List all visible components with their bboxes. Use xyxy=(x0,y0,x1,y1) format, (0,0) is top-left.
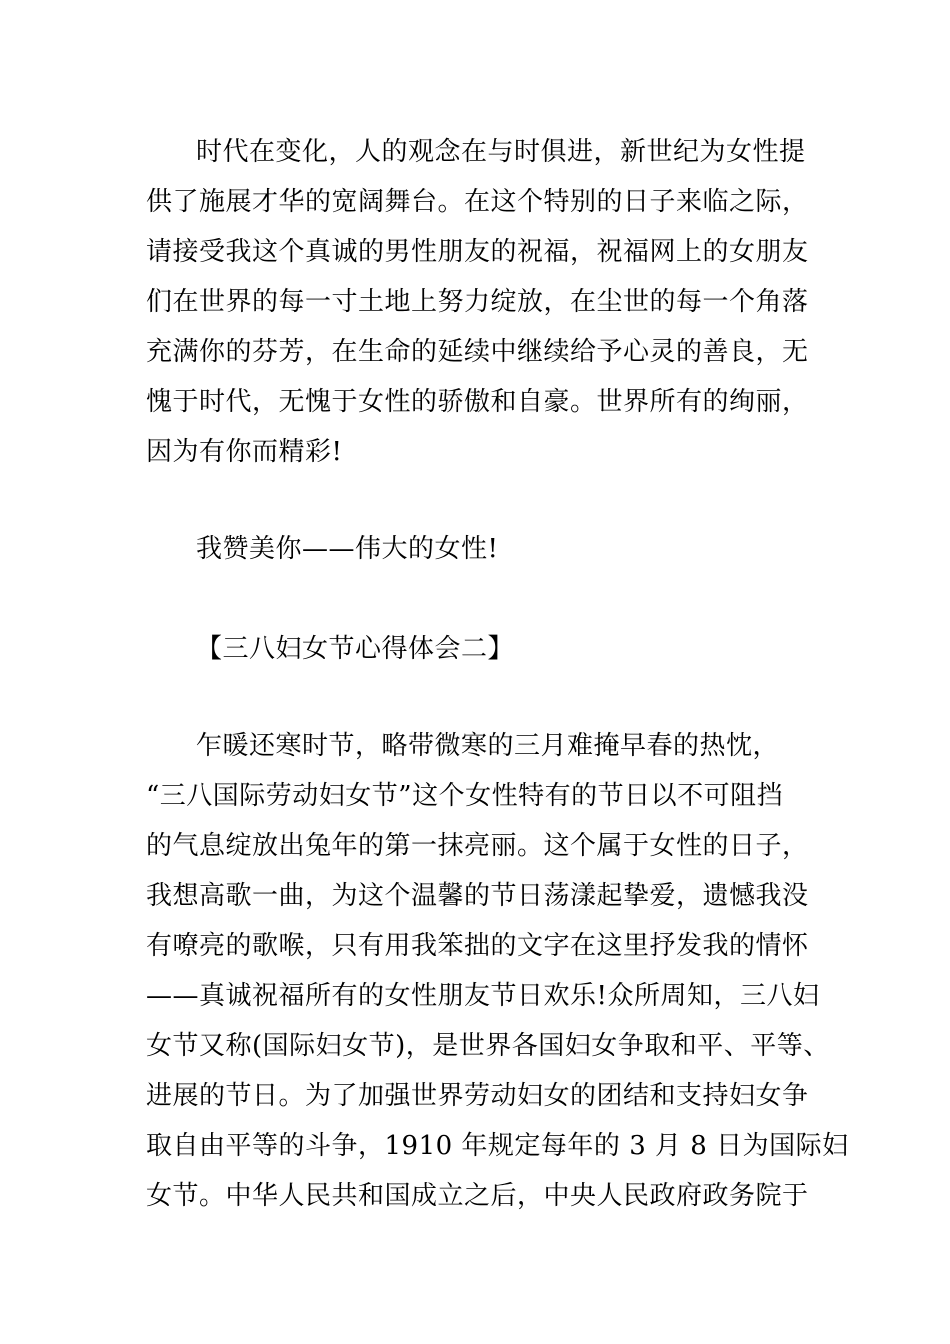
paragraph-line: 进展的节日。为了加强世界劳动妇女的团结和支持妇女争 xyxy=(146,1081,809,1111)
paragraph-line: ——真诚祝福所有的女性朋友节日欢乐!众所周知，三八妇 xyxy=(146,981,820,1011)
section-heading: 【三八妇女节心得体会二】 xyxy=(196,634,515,664)
paragraph-line: 愧于时代，无愧于女性的骄傲和自豪。世界所有的绚丽， xyxy=(146,387,809,417)
paragraph-line: 请接受我这个真诚的男性朋友的祝福，祝福网上的女朋友 xyxy=(146,237,809,267)
paragraph-line: 充满你的芬芳，在生命的延续中继续给予心灵的善良，无 xyxy=(146,337,809,367)
paragraph-line: 我赞美你——伟大的女性! xyxy=(196,534,499,564)
paragraph-line: 取自由平等的斗争，1910 年规定每年的 3 月 8 日为国际妇 xyxy=(146,1131,849,1161)
paragraph-line: 女节。中华人民共和国成立之后，中央人民政府政务院于 xyxy=(146,1181,809,1211)
paragraph-line: 因为有你而精彩! xyxy=(146,437,343,467)
paragraph-line: 女节又称(国际妇女节)，是世界各国妇女争取和平、平等、 xyxy=(146,1031,830,1061)
paragraph-line: 我想高歌一曲，为这个温馨的节日荡漾起挚爱，遗憾我没 xyxy=(146,881,809,911)
paragraph-line: “三八国际劳动妇女节”这个女性特有的节日以不可阻挡 xyxy=(146,781,784,811)
paragraph-line: 的气息绽放出兔年的第一抹亮丽。这个属于女性的日子， xyxy=(146,831,809,861)
paragraph-line: 供了施展才华的宽阔舞台。在这个特别的日子来临之际， xyxy=(146,187,809,217)
paragraph-line: 乍暖还寒时节，略带微寒的三月难掩早春的热忱， xyxy=(196,731,780,761)
paragraph-line: 有嘹亮的歌喉，只有用我笨拙的文字在这里抒发我的情怀 xyxy=(146,931,809,961)
paragraph-line: 时代在变化，人的观念在与时俱进，新世纪为女性提 xyxy=(196,137,806,167)
paragraph-line: 们在世界的每一寸土地上努力绽放，在尘世的每一个角落 xyxy=(146,287,809,317)
